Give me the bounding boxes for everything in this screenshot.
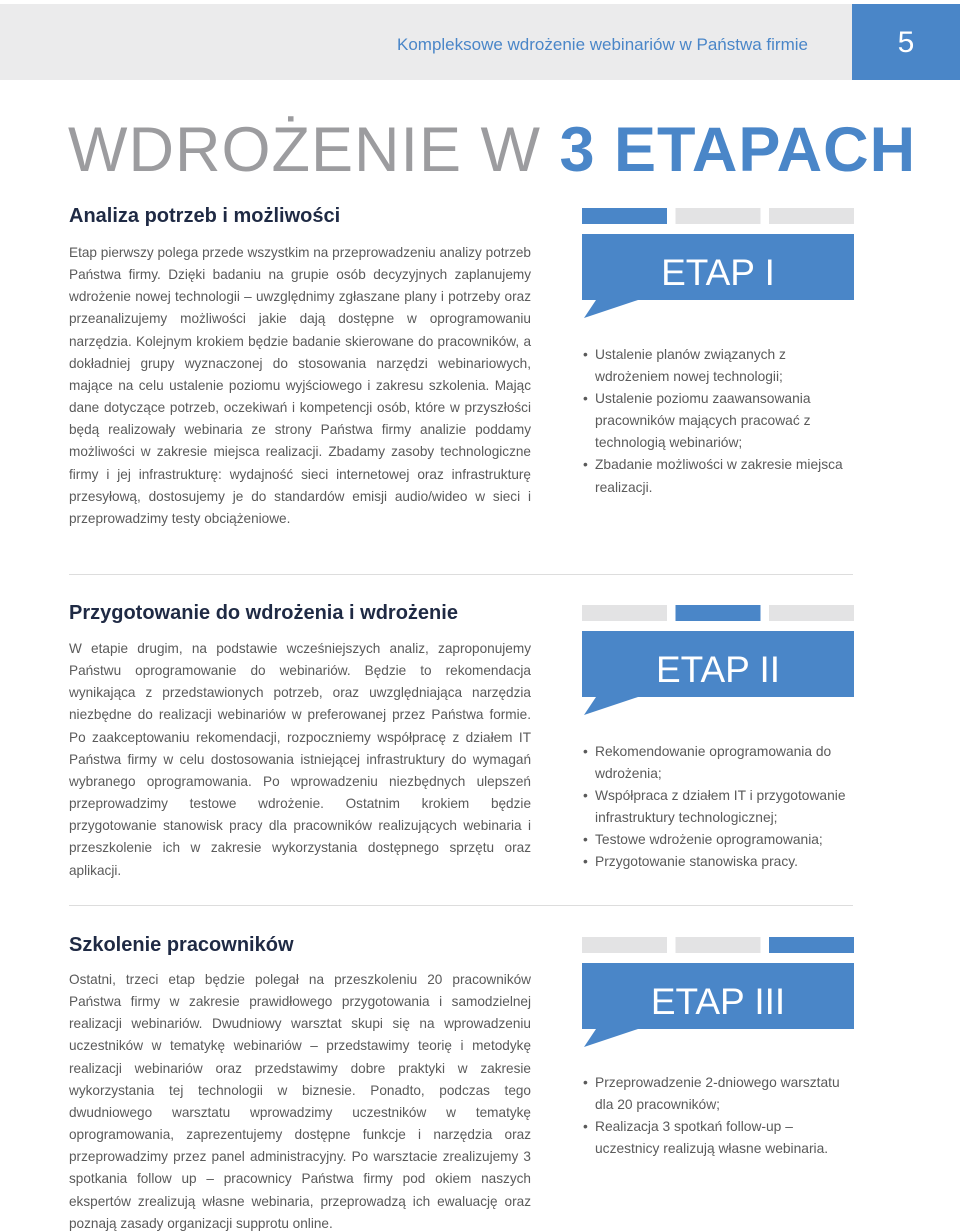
list-item: • Realizacja 3 spotkań follow-up – uczestnicy realizują własne webinaria. — [583, 1119, 829, 1157]
list-item: • Zbadanie możliwości w zakresie miejsca realizacji. — [583, 457, 843, 495]
bullet-text: Zbadanie możliwości w zakresie miejsca realizacji. — [595, 457, 843, 495]
etap-2-graphic — [582, 605, 854, 715]
section-3-paragraph: Ostatni, trzeci etap będzie polegał na przeszkoleniu 20 pracowników Państwa firmy w zakresie prawidłowego przygotowania i samodzielnej realizacji webinariów. Dwudniowy warsztat skupi się na wprowadzeniu uczestników w tematykę webinariów – przedstawimy teorię i metodykę realizacji webinariów oraz przedstawimy dobre praktyki w zakresie wykorzystania tej technologii w biznesie. Ponadto, podczas tego dwudniowego warsztatu wprowadzimy uczestników w tematykę oprogramowania, zaprezentujemy dostępne funkcje i narzędzia oraz przeprowadzimy przez panel administracyjny. Po warsztacie zrealizujemy 3 spotkania follow up – pracownicy Państwa firmy pod okiem naszych ekspertów zrealizują własne webinaria, przeprowadzą ich ewaluację oraz poznają zasady organizacji supprotu online. — [69, 972, 531, 1231]
etap-3-label: ETAP III — [650, 981, 786, 1022]
section-3-heading: Szkolenie pracowników — [69, 934, 294, 956]
etap-1-bullet-list — [582, 344, 852, 499]
bullet-text: Testowe wdrożenie oprogramowania; — [595, 832, 823, 848]
page-header — [0, 4, 960, 80]
list-item: • Testowe wdrożenie oprogramowania; — [583, 832, 823, 848]
bullet-text: Ustalenie poziomu zaawansowania pracowników mających pracować z technologią webinariów; — [595, 391, 811, 451]
etap-2-label: ETAP II — [655, 649, 781, 690]
section-1-body — [69, 242, 531, 530]
etap-2-bullet-list — [582, 741, 852, 874]
section-2-body — [69, 638, 531, 882]
list-item: • Ustalenie planów związanych z wdrożeniem nowej technologii; — [583, 347, 786, 385]
section-divider — [69, 574, 853, 575]
bullet-text: Ustalenie planów związanych z wdrożeniem nowej technologii; — [595, 347, 786, 385]
step-indicator-1 — [582, 605, 667, 621]
bullet-text: Realizacja 3 spotkań follow-up – uczestnicy realizują własne webinaria. — [595, 1119, 829, 1157]
step-indicator-1 — [582, 208, 667, 224]
section-2-heading: Przygotowanie do wdrożenia i wdrożenie — [69, 602, 458, 624]
step-indicator-2 — [676, 937, 761, 953]
page-number: 5 — [852, 4, 960, 80]
header-title: Kompleksowe wdrożenie webinariów w Państwa firmie — [396, 35, 808, 54]
step-indicator-3 — [769, 605, 854, 621]
bullet-text: Przeprowadzenie 2-dniowego warsztatu dla 20 pracowników; — [595, 1075, 840, 1113]
section-divider — [69, 905, 853, 906]
bullet-text: Rekomendowanie oprogramowania do wdrożenia; — [595, 744, 832, 782]
list-item: • Rekomendowanie oprogramowania do wdrożenia; — [583, 744, 832, 782]
etap-1-label: ETAP I — [661, 252, 775, 293]
main-title-part1: WDROŻENIE W — [68, 115, 560, 185]
step-indicator-2 — [676, 605, 761, 621]
main-title-part2: 3 ETAPACH — [559, 115, 917, 185]
step-indicator-3 — [769, 208, 854, 224]
section-1-heading: Analiza potrzeb i możliwości — [69, 205, 341, 227]
list-item: • Współpraca z działem IT i przygotowanie infrastruktury technologicznej; — [583, 788, 846, 826]
list-item: • Ustalenie poziomu zaawansowania pracowników mających pracować z technologią webinariów; — [583, 391, 811, 451]
bullet-text: Współpraca z działem IT i przygotowanie infrastruktury technologicznej; — [595, 788, 846, 826]
section-1-paragraph: Etap pierwszy polega przede wszystkim na przeprowadzeniu analizy potrzeb Państwa firmy. Dzięki badaniu na grupie osób decyzyjnych zaplanujemy wdrożenie nowej technologii – uwzględnimy zgłaszane plany i potrzeby oraz przeanalizujemy możliwości jakie dają dostępne w oprogramowaniu narzędzia. Kolejnym krokiem będzie badanie skierowane do pracowników, a dokładniej grupy wyznaczonej do stosowania narzędzi webinariowych, mające na celu ustalenie poziomu wyjściowego i zakresu szkolenia. Mając dane dotyczące potrzeb, oczekiwań i kompetencji osób, które w przyszłości będą realizowały webinaria ze strony Państwa firmy analizie poddamy możliwości w zakresie miejsca realizacji. Zbadamy zasoby technologiczne firmy i jej infrastrukturę: wydajność sieci internetowej oraz infrastrukturę przesyłową, dostosujemy je do standardów emisji audio/wideo w sieci i przeprowadzimy testy obciążeniowe. — [69, 245, 531, 526]
etap-3-bullet-list — [582, 1072, 852, 1160]
main-title — [68, 112, 916, 188]
list-item: • Przygotowanie stanowiska pracy. — [583, 854, 798, 870]
bullet-text: Przygotowanie stanowiska pracy. — [595, 854, 798, 870]
section-2-paragraph: W etapie drugim, na podstawie wcześniejszych analiz, zaproponujemy Państwu oprogramowanie do webinariów. Będzie to rekomendacja wynikająca z przedstawionych potrzeb, oraz uwzględniająca narzędzia niezbędne do realizacji webinariów w preferowanej przez Państwa formie. Po zaakceptowaniu rekomendacji, rozpoczniemy współpracę z działem IT Państwa firmy w celu dostosowania istniejącej infrastruktury do wymagań wybranego oprogramowania. Po wprowadzeniu niezbędnych ulepszeń przeprowadzimy testowe wdrożenie. Ostatnim krokiem będzie przygotowanie stanowisk pracy dla pracowników realizujących webinaria i przeszkolenie ich w zakresie wykorzystania dostępnego sprzętu oraz aplikacji. — [69, 641, 531, 878]
etap-3-graphic — [582, 937, 854, 1047]
list-item: • Przeprowadzenie 2-dniowego warsztatu dla 20 pracowników; — [583, 1075, 840, 1113]
step-indicator-3 — [769, 937, 854, 953]
section-3-body — [69, 969, 531, 1232]
step-indicator-1 — [582, 937, 667, 953]
etap-1-graphic — [582, 208, 854, 318]
step-indicator-2 — [676, 208, 761, 224]
